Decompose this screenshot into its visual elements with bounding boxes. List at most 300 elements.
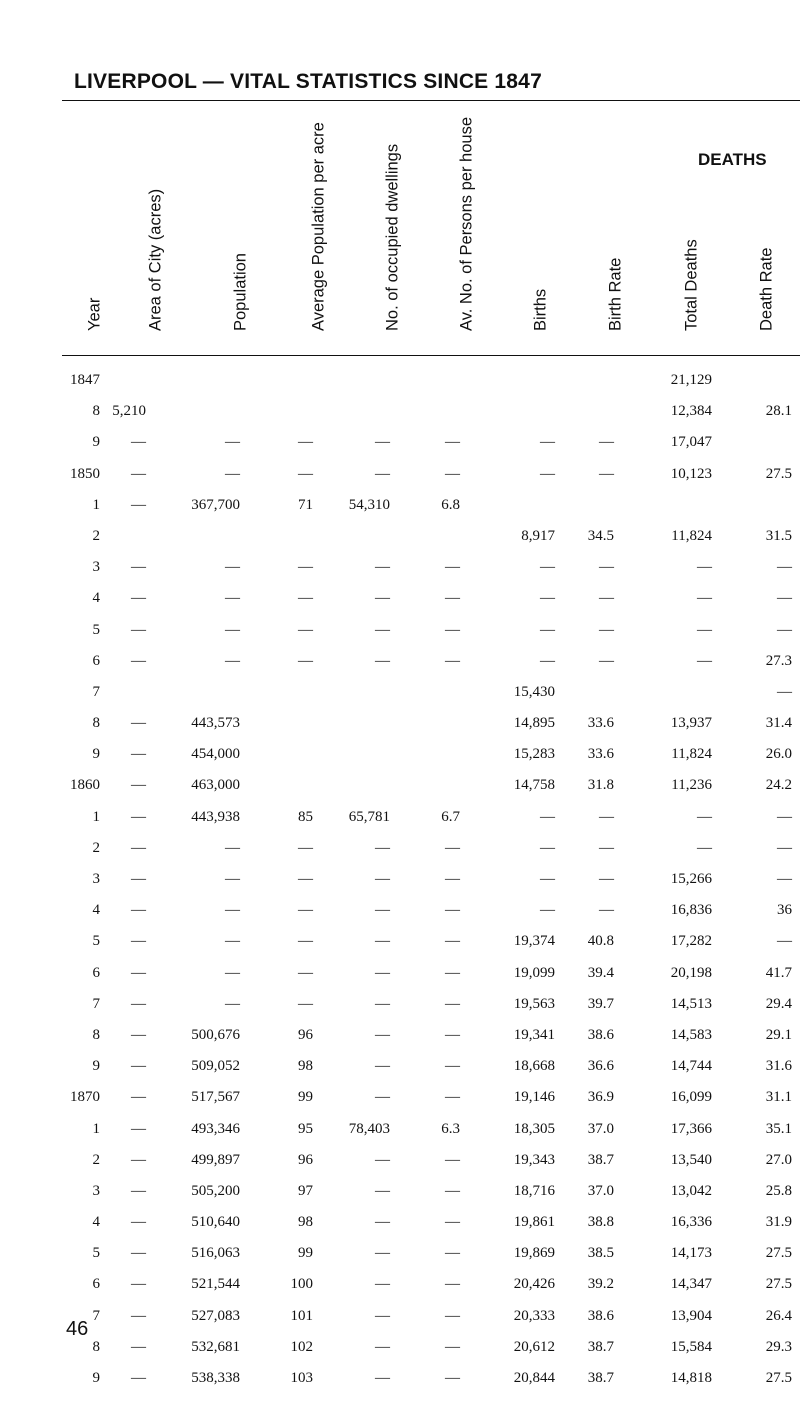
birth-rate-cell: 36.6 <box>587 1058 614 1075</box>
table-row <box>0 746 800 777</box>
total-deaths-cell: 13,904 <box>670 1307 712 1324</box>
year-cell: 5 <box>92 1245 100 1262</box>
table-row <box>0 434 800 465</box>
area-cell: — <box>131 1026 146 1043</box>
persons-per-house-cell: — <box>445 839 460 856</box>
area-cell: — <box>131 715 146 732</box>
dwellings-cell: — <box>375 871 390 887</box>
births-cell: — <box>540 808 555 825</box>
pop-per-acre-cell: — <box>298 434 313 451</box>
persons-per-house-cell: — <box>445 434 460 451</box>
persons-per-house-cell: — <box>445 559 460 576</box>
year-cell: 5 <box>92 933 100 950</box>
pop-per-acre-cell: 95 <box>298 1120 313 1137</box>
year-cell: 3 <box>92 1182 100 1199</box>
column-header-total-deaths: Total Deaths <box>682 239 701 331</box>
area-cell: — <box>131 1370 146 1386</box>
birth-rate-cell: — <box>599 621 614 638</box>
population-cell: — <box>225 559 240 576</box>
population-cell: 454,000 <box>191 746 240 763</box>
year-cell: 1850 <box>70 465 100 482</box>
year-cell: 2 <box>92 527 100 544</box>
dwellings-cell: — <box>375 839 390 856</box>
area-cell: — <box>131 652 146 669</box>
population-cell: 505,200 <box>191 1182 240 1199</box>
pop-per-acre-cell: — <box>298 839 313 856</box>
total-deaths-cell: 14,513 <box>670 995 712 1012</box>
birth-rate-cell: 33.6 <box>587 746 614 763</box>
year-cell: 5 <box>92 621 100 638</box>
births-cell: 18,668 <box>513 1058 555 1075</box>
column-header-births: Births <box>531 288 550 331</box>
total-deaths-cell: 11,236 <box>671 777 712 794</box>
persons-per-house-cell: — <box>445 995 460 1012</box>
dwellings-cell: — <box>375 590 390 607</box>
births-cell: — <box>540 652 555 669</box>
births-cell: — <box>540 590 555 607</box>
column-header-birth-rate: Birth Rate <box>606 257 625 331</box>
birth-rate-cell: 39.4 <box>587 964 614 981</box>
pop-per-acre-cell: — <box>298 871 313 887</box>
population-cell: — <box>225 434 240 451</box>
persons-per-house-cell: — <box>445 1026 460 1043</box>
page-number: 46 <box>66 1318 89 1340</box>
year-cell: 6 <box>92 964 100 981</box>
death-rate-cell: 27.5 <box>765 1245 792 1262</box>
births-cell: 19,563 <box>513 995 555 1012</box>
pop-per-acre-cell: 100 <box>290 1276 313 1293</box>
year-cell: 1 <box>92 496 100 513</box>
column-header-death-rate: Death Rate <box>757 247 776 331</box>
area-cell: — <box>131 777 146 794</box>
table-row <box>0 1214 800 1245</box>
total-deaths-cell: 16,099 <box>670 1089 712 1106</box>
year-cell: 6 <box>92 1276 100 1293</box>
area-cell: — <box>131 1151 146 1168</box>
total-deaths-cell: — <box>697 559 712 576</box>
pop-per-acre-cell: — <box>298 964 313 981</box>
table-row <box>0 528 800 559</box>
area-cell: — <box>131 871 146 887</box>
dwellings-cell: 54,310 <box>348 496 390 513</box>
birth-rate-cell: 37.0 <box>587 1120 614 1137</box>
dwellings-cell: — <box>375 964 390 981</box>
births-cell: 8,917 <box>521 527 555 544</box>
pop-per-acre-cell: 103 <box>290 1370 313 1386</box>
population-cell: 443,573 <box>191 715 240 732</box>
page-title: LIVERPOOL — VITAL STATISTICS SINCE 1847 <box>74 70 542 93</box>
year-cell: 2 <box>92 839 100 856</box>
persons-per-house-cell: — <box>445 902 460 919</box>
total-deaths-cell: 14,173 <box>670 1245 712 1262</box>
area-cell: — <box>131 465 146 482</box>
persons-per-house-cell: — <box>445 1307 460 1324</box>
births-cell: 14,895 <box>513 715 555 732</box>
births-cell: 20,612 <box>513 1338 555 1355</box>
total-deaths-cell: 16,336 <box>670 1214 712 1231</box>
pop-per-acre-cell: 71 <box>298 496 313 513</box>
area-cell: — <box>131 1276 146 1293</box>
table-row <box>0 497 800 528</box>
birth-rate-cell: 40.8 <box>587 933 614 950</box>
death-rate-cell: 35.1 <box>765 1120 792 1137</box>
area-cell: — <box>131 621 146 638</box>
year-cell: 3 <box>92 559 100 576</box>
births-cell: 18,716 <box>513 1182 555 1199</box>
table-row <box>0 902 800 933</box>
persons-per-house-cell: — <box>445 1370 460 1386</box>
year-cell: 8 <box>92 715 100 732</box>
pop-per-acre-cell: — <box>298 621 313 638</box>
table-row <box>0 1089 800 1120</box>
area-cell: — <box>131 1182 146 1199</box>
population-cell: — <box>225 871 240 887</box>
population-cell: 517,567 <box>191 1089 240 1106</box>
year-cell: 2 <box>92 1151 100 1168</box>
area-cell: — <box>131 1245 146 1262</box>
population-cell: 367,700 <box>191 496 240 513</box>
dwellings-cell: — <box>375 1245 390 1262</box>
birth-rate-cell: — <box>599 652 614 669</box>
death-rate-cell: 31.6 <box>765 1058 792 1075</box>
persons-per-house-cell: — <box>445 1182 460 1199</box>
dwellings-cell: — <box>375 1058 390 1075</box>
persons-per-house-cell: — <box>445 1338 460 1355</box>
area-cell: — <box>131 995 146 1012</box>
birth-rate-cell: 38.7 <box>587 1338 614 1355</box>
year-cell: 1870 <box>70 1089 100 1106</box>
table-row <box>0 403 800 434</box>
death-rate-cell: 31.5 <box>765 527 792 544</box>
total-deaths-cell: 16,836 <box>670 902 712 919</box>
births-cell: 15,430 <box>513 683 555 700</box>
dwellings-cell: — <box>375 621 390 638</box>
total-deaths-cell: 15,266 <box>670 871 712 887</box>
dwellings-cell: — <box>375 1151 390 1168</box>
dwellings-cell: — <box>375 995 390 1012</box>
population-cell: — <box>225 590 240 607</box>
population-cell: 510,640 <box>191 1214 240 1231</box>
total-deaths-cell: 13,540 <box>670 1151 712 1168</box>
persons-per-house-cell: — <box>445 590 460 607</box>
death-rate-cell: — <box>777 871 792 887</box>
table-row <box>0 1027 800 1058</box>
population-cell: — <box>225 995 240 1012</box>
persons-per-house-cell: 6.3 <box>441 1120 460 1137</box>
birth-rate-cell: — <box>599 465 614 482</box>
death-rate-cell: 27.5 <box>765 465 792 482</box>
area-cell: — <box>131 559 146 576</box>
year-cell: 9 <box>92 1370 100 1386</box>
total-deaths-cell: — <box>697 839 712 856</box>
death-rate-cell: 28.1 <box>765 403 792 420</box>
births-cell: — <box>540 621 555 638</box>
death-rate-cell: 27.3 <box>765 652 792 669</box>
birth-rate-cell: 38.6 <box>587 1307 614 1324</box>
birth-rate-cell: 39.7 <box>587 995 614 1012</box>
population-cell: 527,083 <box>191 1307 240 1324</box>
birth-rate-cell: — <box>599 839 614 856</box>
column-header-area: Area of City (acres) <box>146 188 165 331</box>
table-row <box>0 840 800 871</box>
total-deaths-cell: 12,384 <box>670 403 712 420</box>
area-cell: — <box>131 434 146 451</box>
table-row <box>0 466 800 497</box>
dwellings-cell: — <box>375 1276 390 1293</box>
table-row <box>0 1308 800 1339</box>
population-cell: 499,897 <box>191 1151 240 1168</box>
year-cell: 1860 <box>70 777 100 794</box>
birth-rate-cell: 38.7 <box>587 1370 614 1386</box>
persons-per-house-cell: — <box>445 933 460 950</box>
pop-per-acre-cell: 97 <box>298 1182 313 1199</box>
dwellings-cell: — <box>375 933 390 950</box>
area-cell: — <box>131 839 146 856</box>
table-row <box>0 809 800 840</box>
birth-rate-cell: — <box>599 559 614 576</box>
header-rule-bottom <box>62 355 800 356</box>
dwellings-cell: — <box>375 434 390 451</box>
persons-per-house-cell: — <box>445 1151 460 1168</box>
population-cell: 532,681 <box>191 1338 240 1355</box>
death-rate-cell: 29.4 <box>765 995 792 1012</box>
persons-per-house-cell: — <box>445 1214 460 1231</box>
persons-per-house-cell: — <box>445 465 460 482</box>
dwellings-cell: — <box>375 902 390 919</box>
column-header-pop-per-acre: Average Population per acre <box>309 122 328 331</box>
death-rate-cell: — <box>777 808 792 825</box>
births-cell: 19,343 <box>513 1151 555 1168</box>
area-cell: — <box>131 933 146 950</box>
pop-per-acre-cell: 96 <box>298 1151 313 1168</box>
death-rate-cell: 27.0 <box>765 1151 792 1168</box>
birth-rate-cell: 34.5 <box>587 527 614 544</box>
dwellings-cell: — <box>375 559 390 576</box>
birth-rate-cell: 38.6 <box>587 1026 614 1043</box>
death-rate-cell: 27.5 <box>765 1276 792 1293</box>
year-cell: 7 <box>92 1307 100 1324</box>
table-row <box>0 871 800 902</box>
births-cell: 19,374 <box>513 933 555 950</box>
persons-per-house-cell: — <box>445 652 460 669</box>
area-cell: 5,210 <box>112 403 146 420</box>
year-cell: 4 <box>92 902 100 919</box>
year-cell: 1 <box>92 808 100 825</box>
dwellings-cell: — <box>375 1214 390 1231</box>
births-cell: 19,146 <box>513 1089 555 1106</box>
total-deaths-cell: 20,198 <box>670 964 712 981</box>
total-deaths-cell: 14,347 <box>670 1276 712 1293</box>
dwellings-cell: — <box>375 652 390 669</box>
total-deaths-cell: 17,047 <box>670 434 712 451</box>
area-cell: — <box>131 590 146 607</box>
birth-rate-cell: 36.9 <box>587 1089 614 1106</box>
births-cell: 19,869 <box>513 1245 555 1262</box>
birth-rate-cell: 38.7 <box>587 1151 614 1168</box>
year-cell: 6 <box>92 652 100 669</box>
area-cell: — <box>131 1338 146 1355</box>
table-row <box>0 1183 800 1214</box>
births-cell: — <box>540 839 555 856</box>
death-rate-cell: — <box>777 933 792 950</box>
area-cell: — <box>131 902 146 919</box>
population-cell: 463,000 <box>191 777 240 794</box>
death-rate-cell: 25.8 <box>765 1182 792 1199</box>
persons-per-house-cell: — <box>445 871 460 887</box>
pop-per-acre-cell: 85 <box>298 808 313 825</box>
table-row <box>0 559 800 590</box>
population-cell: — <box>225 964 240 981</box>
pop-per-acre-cell: 98 <box>298 1214 313 1231</box>
column-header-population: Population <box>231 253 250 331</box>
table-row <box>0 372 800 403</box>
birth-rate-cell: 33.6 <box>587 715 614 732</box>
population-cell: — <box>225 933 240 950</box>
total-deaths-cell: 15,584 <box>670 1338 712 1355</box>
population-cell: — <box>225 839 240 856</box>
dwellings-cell: 65,781 <box>348 808 390 825</box>
table-row <box>0 1339 800 1370</box>
column-header-dwellings: No. of occupied dwellings <box>383 143 402 331</box>
death-rate-cell: 26.0 <box>765 746 792 763</box>
pop-per-acre-cell: — <box>298 465 313 482</box>
area-cell: — <box>131 1120 146 1137</box>
total-deaths-cell: 10,123 <box>670 465 712 482</box>
table-row <box>0 590 800 621</box>
birth-rate-cell: — <box>599 871 614 887</box>
area-cell: — <box>131 746 146 763</box>
persons-per-house-cell: — <box>445 1245 460 1262</box>
births-cell: 18,305 <box>513 1120 555 1137</box>
death-rate-cell: 26.4 <box>765 1307 792 1324</box>
births-cell: 19,861 <box>513 1214 555 1231</box>
year-cell: 8 <box>92 1338 100 1355</box>
table-row <box>0 965 800 996</box>
table-row <box>0 684 800 715</box>
population-cell: 493,346 <box>191 1120 240 1137</box>
total-deaths-cell: 17,282 <box>670 933 712 950</box>
pop-per-acre-cell: — <box>298 933 313 950</box>
death-rate-cell: 41.7 <box>765 964 792 981</box>
area-cell: — <box>131 1307 146 1324</box>
table-row <box>0 715 800 746</box>
population-cell: 538,338 <box>191 1370 240 1386</box>
year-cell: 9 <box>92 434 100 451</box>
pop-per-acre-cell: 98 <box>298 1058 313 1075</box>
year-cell: 4 <box>92 590 100 607</box>
year-cell: 1 <box>92 1120 100 1137</box>
year-cell: 4 <box>92 1214 100 1231</box>
death-rate-cell: 29.1 <box>765 1026 792 1043</box>
persons-per-house-cell: 6.8 <box>441 496 460 513</box>
birth-rate-cell: 38.8 <box>587 1214 614 1231</box>
population-cell: 500,676 <box>191 1026 240 1043</box>
year-cell: 9 <box>92 746 100 763</box>
birth-rate-cell: 38.5 <box>587 1245 614 1262</box>
death-rate-cell: 36 <box>777 902 792 919</box>
year-cell: 1847 <box>70 372 100 388</box>
pop-per-acre-cell: — <box>298 995 313 1012</box>
dwellings-cell: — <box>375 1026 390 1043</box>
persons-per-house-cell: — <box>445 621 460 638</box>
pop-per-acre-cell: 101 <box>290 1307 313 1324</box>
pop-per-acre-cell: — <box>298 559 313 576</box>
total-deaths-cell: 21,129 <box>670 372 712 388</box>
pop-per-acre-cell: 96 <box>298 1026 313 1043</box>
birth-rate-cell: — <box>599 590 614 607</box>
total-deaths-cell: — <box>697 621 712 638</box>
dwellings-cell: — <box>375 465 390 482</box>
persons-per-house-cell: 6.7 <box>441 808 460 825</box>
table-row <box>0 1370 800 1401</box>
births-cell: 20,844 <box>513 1370 555 1386</box>
total-deaths-cell: 11,824 <box>671 746 712 763</box>
births-cell: — <box>540 871 555 887</box>
population-cell: — <box>225 652 240 669</box>
death-rate-cell: 24.2 <box>765 777 792 794</box>
pop-per-acre-cell: 102 <box>290 1338 313 1355</box>
death-rate-cell: 31.1 <box>765 1089 792 1106</box>
dwellings-cell: 78,403 <box>348 1120 390 1137</box>
table-row <box>0 1245 800 1276</box>
population-cell: — <box>225 465 240 482</box>
table-row <box>0 622 800 653</box>
births-cell: 20,333 <box>513 1307 555 1324</box>
data-table-body <box>0 372 800 1401</box>
death-rate-cell: — <box>777 590 792 607</box>
death-rate-cell: — <box>777 621 792 638</box>
year-cell: 7 <box>92 995 100 1012</box>
deaths-group-label: DEATHS <box>698 150 767 169</box>
population-cell: 443,938 <box>191 808 240 825</box>
pop-per-acre-cell: — <box>298 590 313 607</box>
birth-rate-cell: — <box>599 902 614 919</box>
death-rate-cell: — <box>777 839 792 856</box>
births-cell: 14,758 <box>513 777 555 794</box>
death-rate-cell: 29.3 <box>765 1338 792 1355</box>
table-row <box>0 996 800 1027</box>
total-deaths-cell: — <box>697 652 712 669</box>
total-deaths-cell: 17,366 <box>670 1120 712 1137</box>
year-cell: 8 <box>92 403 100 420</box>
death-rate-cell: — <box>777 683 792 700</box>
area-cell: — <box>131 808 146 825</box>
total-deaths-cell: 14,744 <box>670 1058 712 1075</box>
births-cell: — <box>540 559 555 576</box>
table-row <box>0 777 800 808</box>
pop-per-acre-cell: — <box>298 902 313 919</box>
total-deaths-cell: 11,824 <box>671 527 712 544</box>
persons-per-house-cell: — <box>445 1058 460 1075</box>
area-cell: — <box>131 1058 146 1075</box>
total-deaths-cell: — <box>697 590 712 607</box>
table-row <box>0 1121 800 1152</box>
pop-per-acre-cell: — <box>298 652 313 669</box>
dwellings-cell: — <box>375 1338 390 1355</box>
births-cell: — <box>540 465 555 482</box>
area-cell: — <box>131 496 146 513</box>
pop-per-acre-cell: 99 <box>298 1245 313 1262</box>
population-cell: 521,544 <box>191 1276 240 1293</box>
population-cell: 509,052 <box>191 1058 240 1075</box>
table-row <box>0 1276 800 1307</box>
births-cell: — <box>540 434 555 451</box>
death-rate-cell: 31.9 <box>765 1214 792 1231</box>
table-row <box>0 1058 800 1089</box>
population-cell: 516,063 <box>191 1245 240 1262</box>
total-deaths-cell: 14,583 <box>670 1026 712 1043</box>
birth-rate-cell: 37.0 <box>587 1182 614 1199</box>
